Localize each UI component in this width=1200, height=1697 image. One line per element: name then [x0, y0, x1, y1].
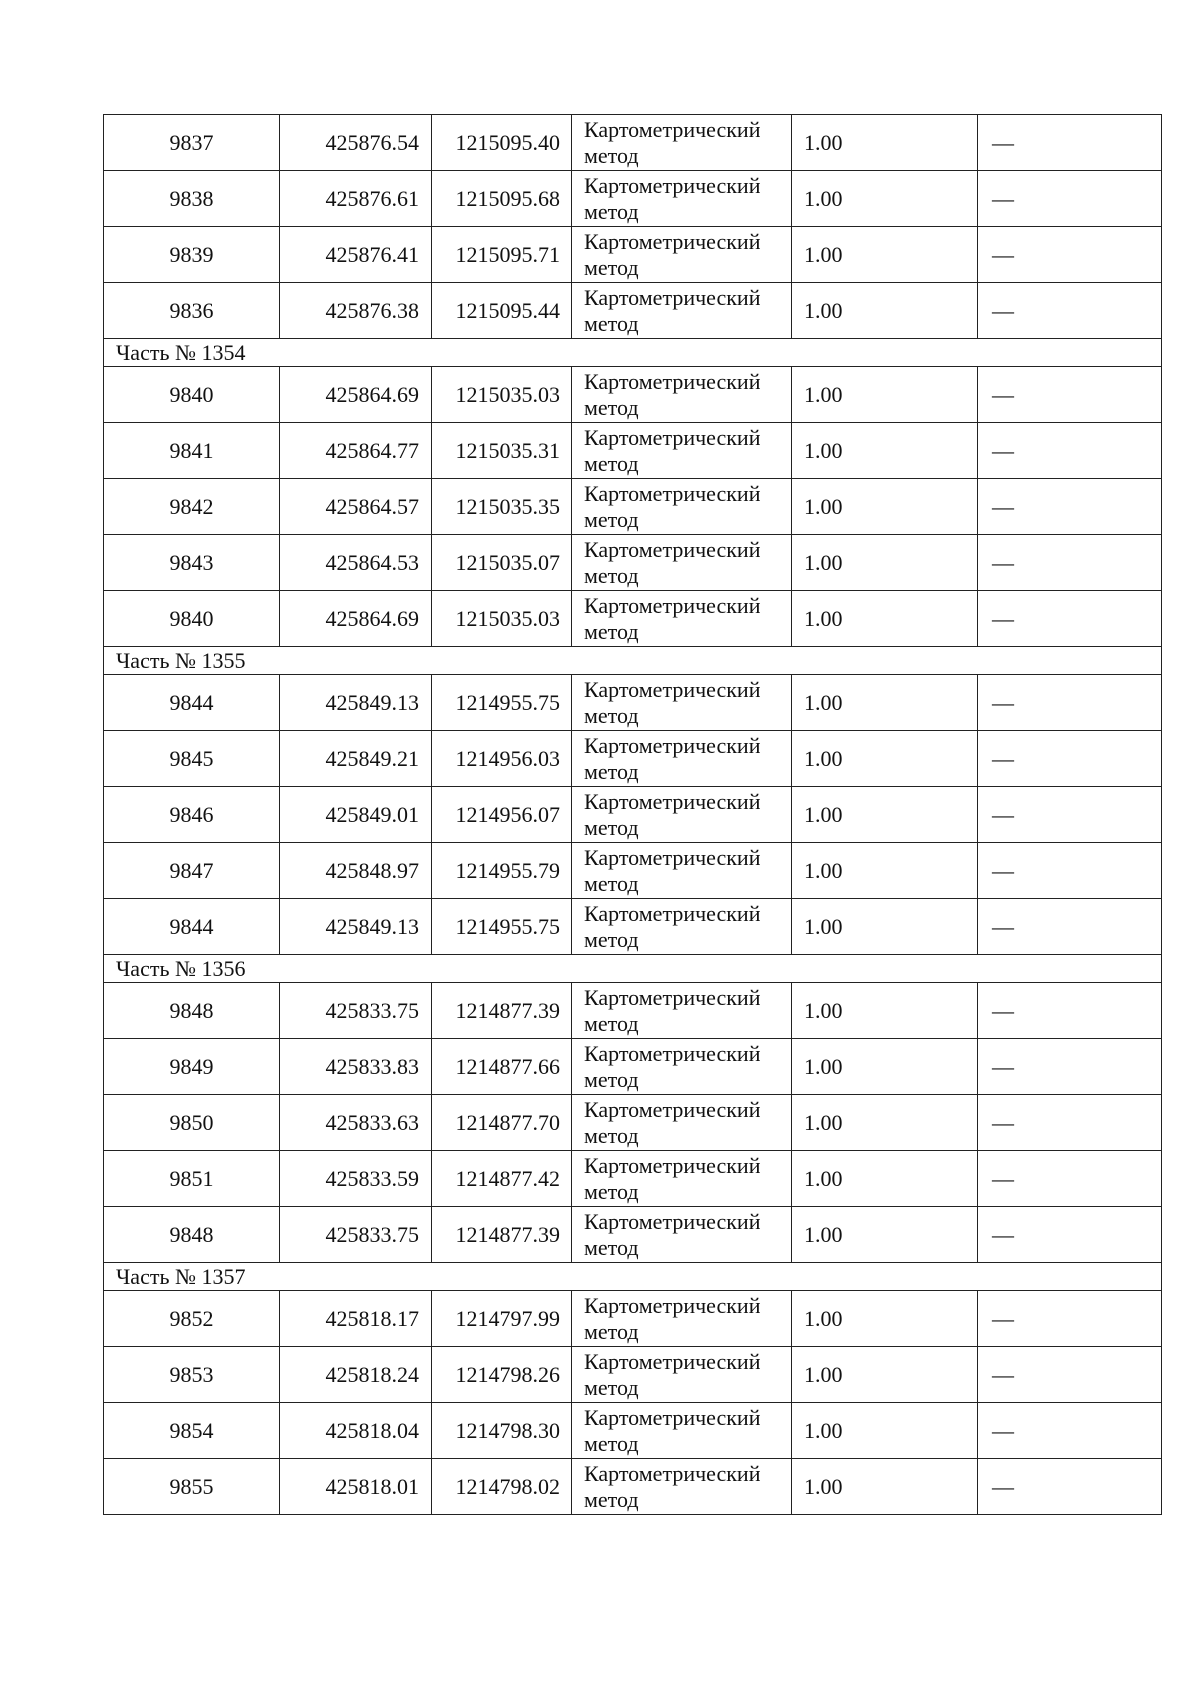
x-coordinate-cell: 425818.17 [280, 1291, 432, 1347]
y-coordinate-cell: 1214877.66 [432, 1039, 572, 1095]
y-coordinate-cell: 1215095.68 [432, 171, 572, 227]
x-coordinate-cell: 425833.83 [280, 1039, 432, 1095]
accuracy-cell: 1.00 [792, 899, 978, 955]
table-row [104, 367, 1162, 423]
accuracy-cell: 1.00 [792, 1403, 978, 1459]
description-cell: — [978, 1291, 1162, 1347]
description-cell: — [978, 1095, 1162, 1151]
method-cell: Картометрический метод [572, 479, 792, 535]
description-cell: — [978, 1347, 1162, 1403]
description-cell: — [978, 787, 1162, 843]
accuracy-cell: 1.00 [792, 1039, 978, 1095]
table-row [104, 115, 1162, 171]
description-cell: — [978, 983, 1162, 1039]
method-cell: Картометрический метод [572, 1039, 792, 1095]
accuracy-cell: 1.00 [792, 675, 978, 731]
description-cell: — [978, 1403, 1162, 1459]
x-coordinate-cell: 425849.21 [280, 731, 432, 787]
point-number-cell: 9846 [104, 787, 280, 843]
coordinates-table-body [104, 115, 1162, 1515]
x-coordinate-cell: 425833.75 [280, 983, 432, 1039]
point-number-cell: 9852 [104, 1291, 280, 1347]
method-cell: Картометрический метод [572, 1459, 792, 1515]
y-coordinate-cell: 1214798.02 [432, 1459, 572, 1515]
table-row [104, 591, 1162, 647]
x-coordinate-cell: 425864.69 [280, 591, 432, 647]
x-coordinate-cell: 425849.13 [280, 899, 432, 955]
accuracy-cell: 1.00 [792, 1151, 978, 1207]
y-coordinate-cell: 1215035.31 [432, 423, 572, 479]
coordinates-table [103, 114, 1162, 1515]
table-row [104, 983, 1162, 1039]
accuracy-cell: 1.00 [792, 227, 978, 283]
y-coordinate-cell: 1215035.03 [432, 367, 572, 423]
x-coordinate-cell: 425849.01 [280, 787, 432, 843]
description-cell: — [978, 367, 1162, 423]
table-row [104, 1151, 1162, 1207]
description-cell: — [978, 1459, 1162, 1515]
table-row [104, 171, 1162, 227]
accuracy-cell: 1.00 [792, 787, 978, 843]
table-row [104, 675, 1162, 731]
y-coordinate-cell: 1215035.35 [432, 479, 572, 535]
point-number-cell: 9839 [104, 227, 280, 283]
part-header-row [104, 339, 1162, 367]
part-header-row [104, 647, 1162, 675]
part-header-row [104, 955, 1162, 983]
x-coordinate-cell: 425864.53 [280, 535, 432, 591]
y-coordinate-cell: 1214956.07 [432, 787, 572, 843]
point-number-cell: 9843 [104, 535, 280, 591]
point-number-cell: 9855 [104, 1459, 280, 1515]
accuracy-cell: 1.00 [792, 1095, 978, 1151]
method-cell: Картометрический метод [572, 115, 792, 171]
x-coordinate-cell: 425876.38 [280, 283, 432, 339]
table-row [104, 1039, 1162, 1095]
part-label: Часть № 1357 [104, 1263, 1162, 1291]
y-coordinate-cell: 1214956.03 [432, 731, 572, 787]
point-number-cell: 9853 [104, 1347, 280, 1403]
x-coordinate-cell: 425848.97 [280, 843, 432, 899]
table-row [104, 1459, 1162, 1515]
point-number-cell: 9851 [104, 1151, 280, 1207]
method-cell: Картометрический метод [572, 983, 792, 1039]
table-row [104, 899, 1162, 955]
accuracy-cell: 1.00 [792, 115, 978, 171]
y-coordinate-cell: 1214877.39 [432, 1207, 572, 1263]
method-cell: Картометрический метод [572, 423, 792, 479]
point-number-cell: 9849 [104, 1039, 280, 1095]
accuracy-cell: 1.00 [792, 731, 978, 787]
method-cell: Картометрический метод [572, 535, 792, 591]
method-cell: Картометрический метод [572, 171, 792, 227]
description-cell: — [978, 1151, 1162, 1207]
y-coordinate-cell: 1214955.79 [432, 843, 572, 899]
x-coordinate-cell: 425833.75 [280, 1207, 432, 1263]
point-number-cell: 9840 [104, 591, 280, 647]
point-number-cell: 9845 [104, 731, 280, 787]
y-coordinate-cell: 1214797.99 [432, 1291, 572, 1347]
point-number-cell: 9840 [104, 367, 280, 423]
table-row [104, 1207, 1162, 1263]
description-cell: — [978, 1039, 1162, 1095]
description-cell: — [978, 115, 1162, 171]
table-row [104, 227, 1162, 283]
point-number-cell: 9844 [104, 899, 280, 955]
method-cell: Картометрический метод [572, 899, 792, 955]
point-number-cell: 9836 [104, 283, 280, 339]
point-number-cell: 9850 [104, 1095, 280, 1151]
point-number-cell: 9848 [104, 983, 280, 1039]
point-number-cell: 9841 [104, 423, 280, 479]
description-cell: — [978, 283, 1162, 339]
point-number-cell: 9837 [104, 115, 280, 171]
description-cell: — [978, 731, 1162, 787]
accuracy-cell: 1.00 [792, 1207, 978, 1263]
y-coordinate-cell: 1214877.70 [432, 1095, 572, 1151]
accuracy-cell: 1.00 [792, 367, 978, 423]
y-coordinate-cell: 1215095.40 [432, 115, 572, 171]
x-coordinate-cell: 425818.24 [280, 1347, 432, 1403]
accuracy-cell: 1.00 [792, 423, 978, 479]
point-number-cell: 9847 [104, 843, 280, 899]
method-cell: Картометрический метод [572, 1151, 792, 1207]
y-coordinate-cell: 1214798.30 [432, 1403, 572, 1459]
point-number-cell: 9848 [104, 1207, 280, 1263]
accuracy-cell: 1.00 [792, 983, 978, 1039]
x-coordinate-cell: 425876.54 [280, 115, 432, 171]
table-row [104, 1291, 1162, 1347]
method-cell: Картометрический метод [572, 731, 792, 787]
table-row [104, 423, 1162, 479]
y-coordinate-cell: 1214798.26 [432, 1347, 572, 1403]
method-cell: Картометрический метод [572, 787, 792, 843]
method-cell: Картометрический метод [572, 1207, 792, 1263]
method-cell: Картометрический метод [572, 227, 792, 283]
x-coordinate-cell: 425876.41 [280, 227, 432, 283]
description-cell: — [978, 171, 1162, 227]
y-coordinate-cell: 1214877.39 [432, 983, 572, 1039]
accuracy-cell: 1.00 [792, 479, 978, 535]
part-header-row [104, 1263, 1162, 1291]
x-coordinate-cell: 425818.04 [280, 1403, 432, 1459]
accuracy-cell: 1.00 [792, 591, 978, 647]
description-cell: — [978, 591, 1162, 647]
description-cell: — [978, 535, 1162, 591]
accuracy-cell: 1.00 [792, 1347, 978, 1403]
point-number-cell: 9844 [104, 675, 280, 731]
accuracy-cell: 1.00 [792, 171, 978, 227]
x-coordinate-cell: 425833.63 [280, 1095, 432, 1151]
method-cell: Картометрический метод [572, 1403, 792, 1459]
method-cell: Картометрический метод [572, 675, 792, 731]
part-label: Часть № 1356 [104, 955, 1162, 983]
description-cell: — [978, 479, 1162, 535]
description-cell: — [978, 899, 1162, 955]
method-cell: Картометрический метод [572, 1347, 792, 1403]
accuracy-cell: 1.00 [792, 283, 978, 339]
accuracy-cell: 1.00 [792, 1291, 978, 1347]
part-label: Часть № 1354 [104, 339, 1162, 367]
table-row [104, 787, 1162, 843]
x-coordinate-cell: 425818.01 [280, 1459, 432, 1515]
method-cell: Картометрический метод [572, 367, 792, 423]
description-cell: — [978, 843, 1162, 899]
accuracy-cell: 1.00 [792, 843, 978, 899]
x-coordinate-cell: 425849.13 [280, 675, 432, 731]
method-cell: Картометрический метод [572, 283, 792, 339]
table-row [104, 731, 1162, 787]
accuracy-cell: 1.00 [792, 1459, 978, 1515]
method-cell: Картометрический метод [572, 843, 792, 899]
method-cell: Картометрический метод [572, 1291, 792, 1347]
table-row [104, 283, 1162, 339]
x-coordinate-cell: 425833.59 [280, 1151, 432, 1207]
x-coordinate-cell: 425864.69 [280, 367, 432, 423]
x-coordinate-cell: 425864.77 [280, 423, 432, 479]
description-cell: — [978, 1207, 1162, 1263]
point-number-cell: 9842 [104, 479, 280, 535]
table-row [104, 1347, 1162, 1403]
table-row [104, 1095, 1162, 1151]
x-coordinate-cell: 425876.61 [280, 171, 432, 227]
y-coordinate-cell: 1215035.03 [432, 591, 572, 647]
method-cell: Картометрический метод [572, 1095, 792, 1151]
y-coordinate-cell: 1215095.44 [432, 283, 572, 339]
table-row [104, 843, 1162, 899]
description-cell: — [978, 423, 1162, 479]
table-row [104, 1403, 1162, 1459]
accuracy-cell: 1.00 [792, 535, 978, 591]
y-coordinate-cell: 1214955.75 [432, 899, 572, 955]
table-row [104, 479, 1162, 535]
x-coordinate-cell: 425864.57 [280, 479, 432, 535]
table-row [104, 535, 1162, 591]
point-number-cell: 9854 [104, 1403, 280, 1459]
y-coordinate-cell: 1214955.75 [432, 675, 572, 731]
point-number-cell: 9838 [104, 171, 280, 227]
y-coordinate-cell: 1215095.71 [432, 227, 572, 283]
part-label: Часть № 1355 [104, 647, 1162, 675]
method-cell: Картометрический метод [572, 591, 792, 647]
y-coordinate-cell: 1215035.07 [432, 535, 572, 591]
description-cell: — [978, 675, 1162, 731]
y-coordinate-cell: 1214877.42 [432, 1151, 572, 1207]
description-cell: — [978, 227, 1162, 283]
